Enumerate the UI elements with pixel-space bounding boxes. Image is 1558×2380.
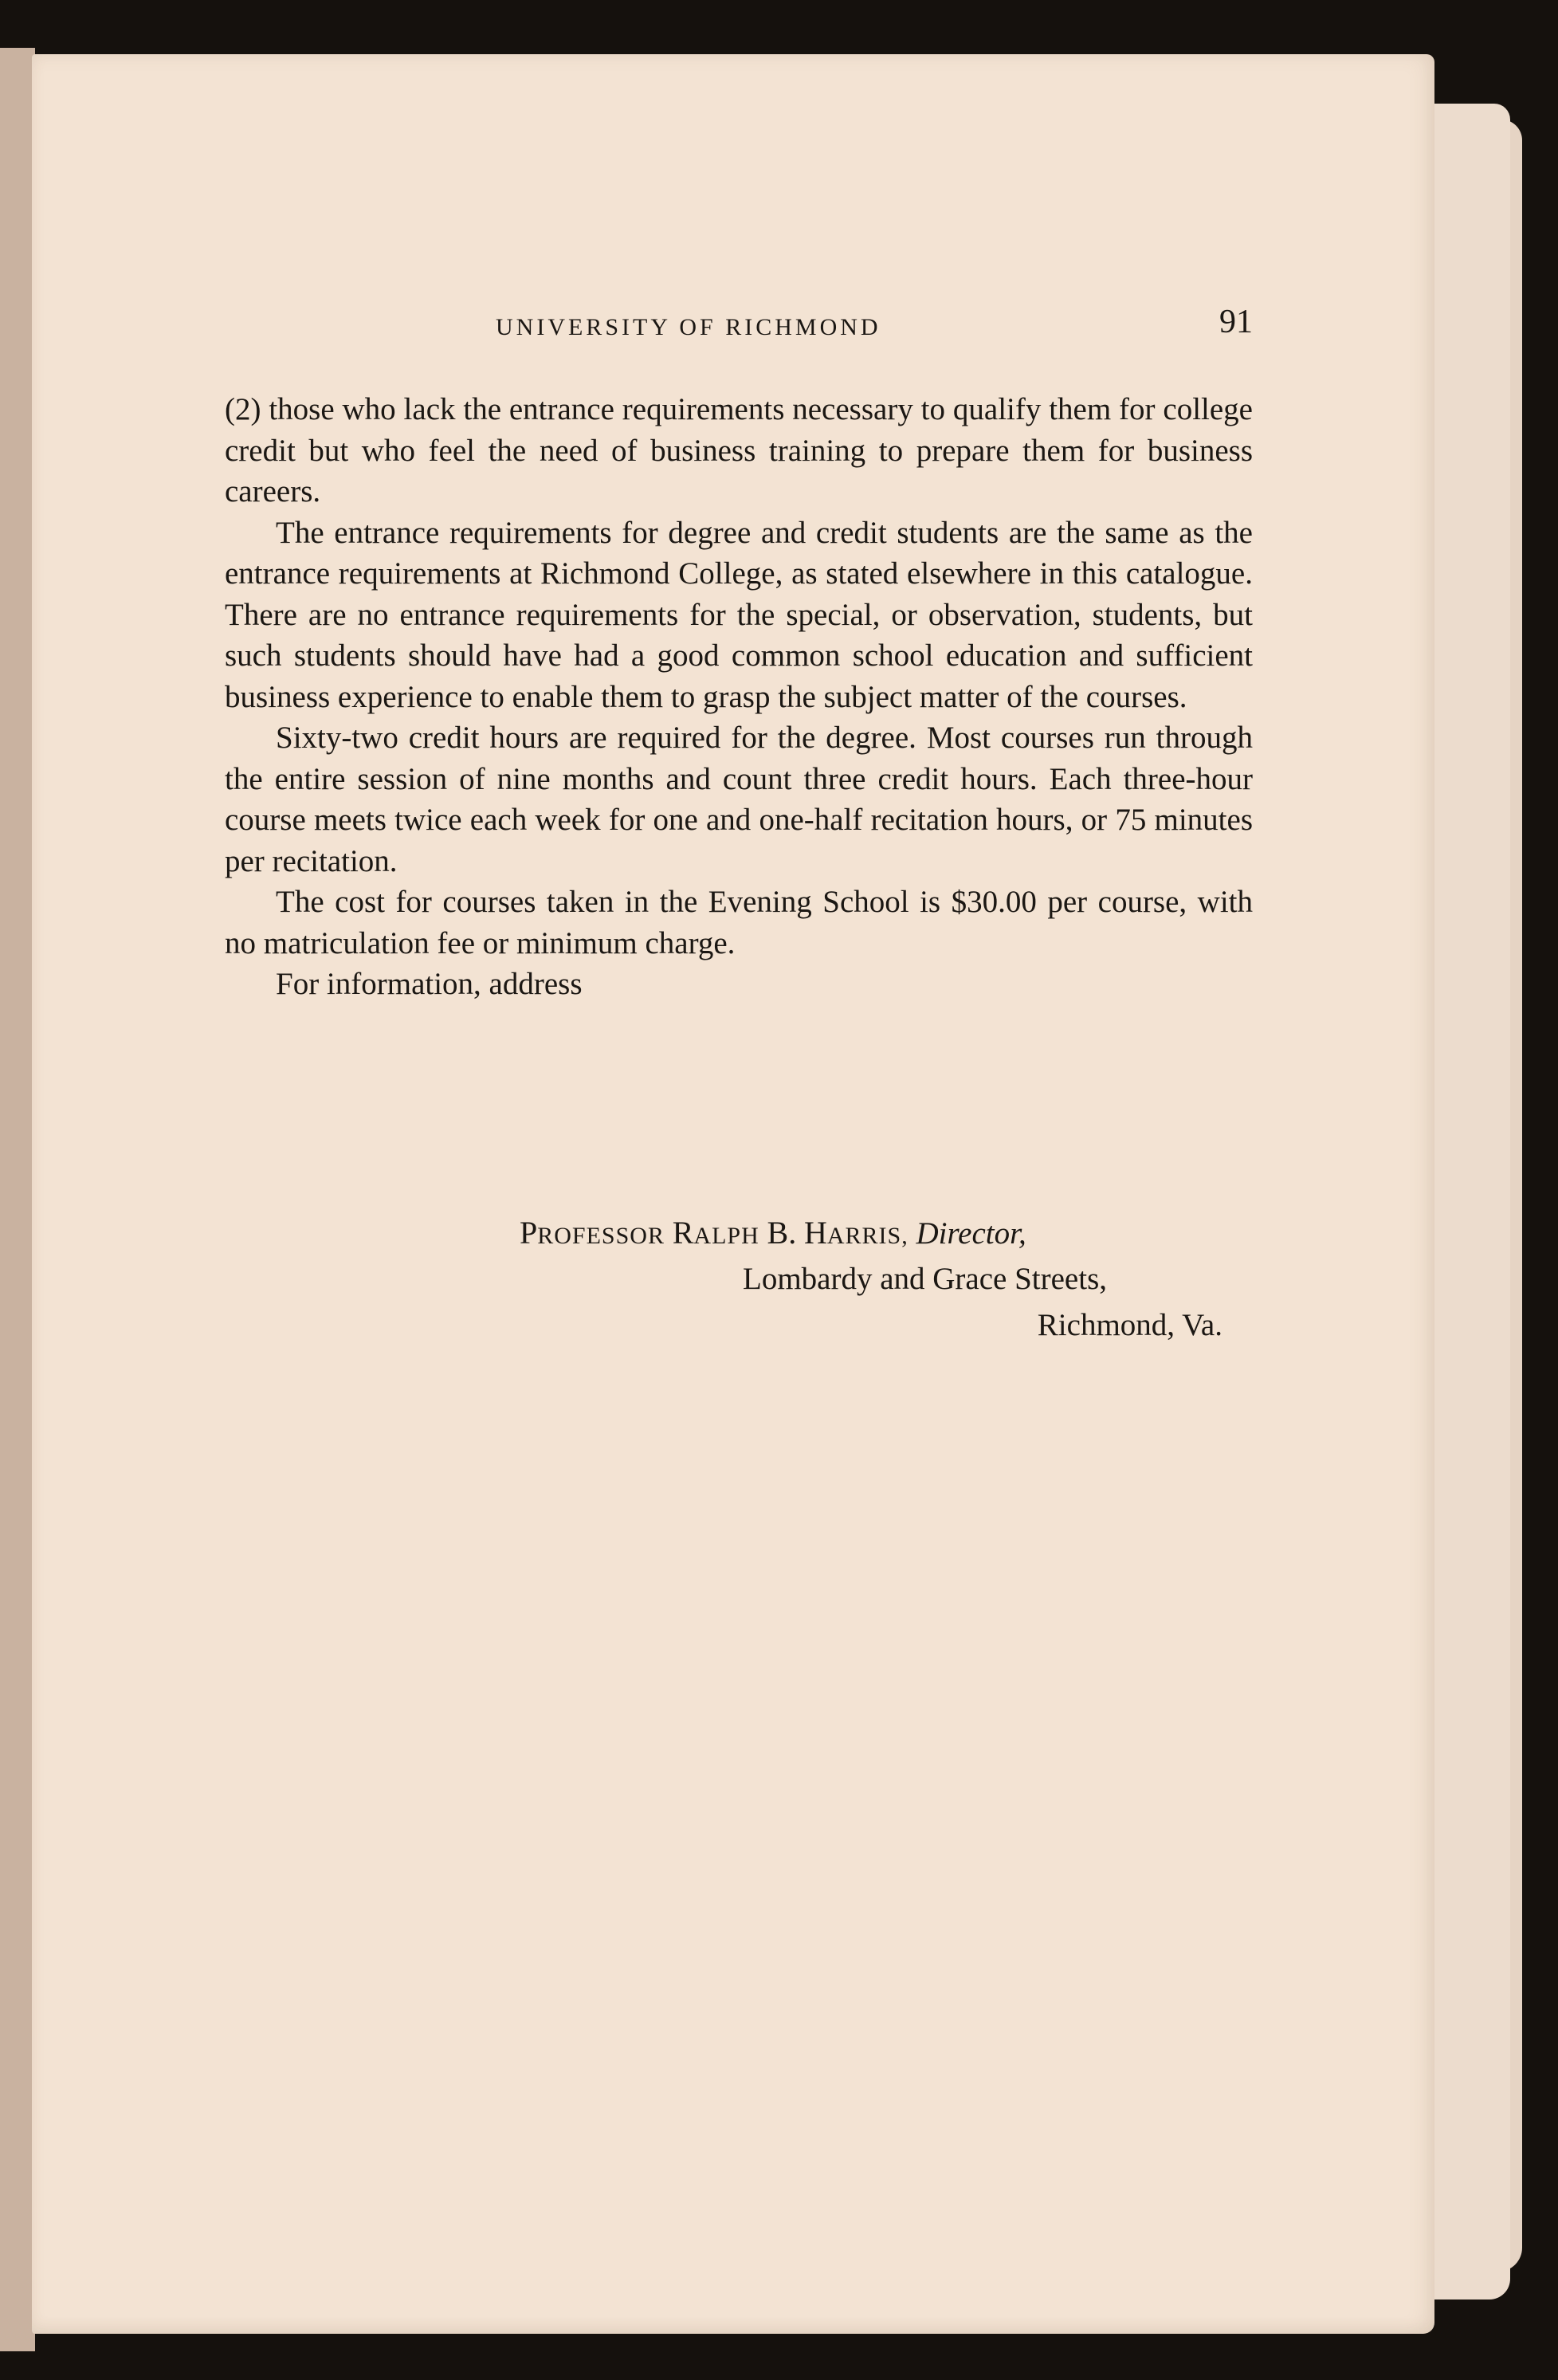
first-initial: R: [672, 1215, 694, 1251]
contact-city: Richmond, Va.: [1037, 1308, 1222, 1342]
contact-role: Director,: [916, 1216, 1026, 1251]
left-page-edge: [0, 48, 35, 2351]
paragraph-entrance-requirements: The entrance requirements for degree and credit students are the same as the entrance requirements at Richmond College, as stated elsewhere in this catalogue. There are no entrance requirements for the special, or observation, students, but such students should have had a good common school education and sufficient business experience to enable them to grasp the subject matter of the courses.: [225, 515, 1253, 714]
paragraph-continuation: (2) those who lack the entrance requirements necessary to qualify them for college credit but who feel the need of business training to prepare them for business careers.: [225, 392, 1253, 509]
page-number: 91: [1219, 304, 1253, 340]
title-initial: P: [520, 1215, 538, 1251]
paragraph-information: For information, address: [276, 967, 583, 1001]
last-rest: ARRIS,: [826, 1223, 909, 1249]
running-title: UNIVERSITY OF RICHMOND: [496, 314, 881, 340]
catalogue-page: [32, 54, 1434, 2334]
title-rest: ROFESSOR: [537, 1223, 665, 1249]
running-head: [225, 304, 1253, 348]
contact-street: Lombardy and Grace Streets,: [743, 1262, 1107, 1296]
last-initial: H: [803, 1215, 827, 1251]
middle-initial: B.: [767, 1215, 797, 1251]
paragraph-credit-hours: Sixty-two credit hours are required for the degree. Most courses run through the entire session of nine months and count three credit hours. Each three-hour course meets twice each week for one and one-half recitation hours, or 75 minutes per recitation.: [225, 721, 1253, 878]
body-text: [225, 389, 1253, 1005]
paragraph-cost: The cost for courses taken in the Evening School is $30.00 per course, with no matriculation fee or minimum charge.: [225, 885, 1253, 960]
contact-name-line: [520, 1210, 1026, 1259]
first-rest: ALPH: [693, 1223, 759, 1249]
